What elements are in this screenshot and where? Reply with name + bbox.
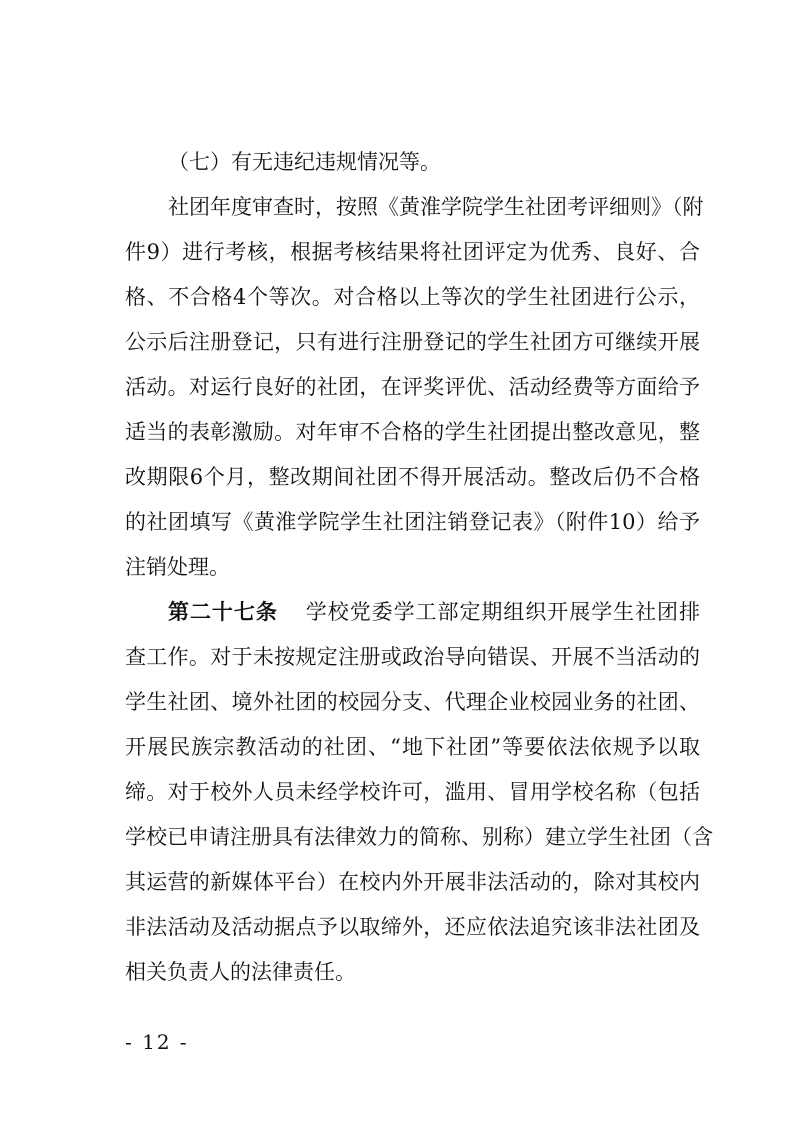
body-text bbox=[125, 140, 713, 995]
article-line: 非法活动及活动据点予以取缔外，还应依法追究该非法社团及 bbox=[125, 915, 700, 939]
article-first-line bbox=[125, 590, 700, 635]
paragraph-line: 注销处理。 bbox=[125, 555, 230, 579]
article-line: 缔。对于校外人员未经学校许可，滥用、冒用学校名称（包括 bbox=[125, 780, 700, 804]
paragraph-line: 活动。对运行良好的社团，在评奖评优、活动经费等方面给予 bbox=[125, 375, 700, 399]
paragraph-item-seven: （七）有无违纪违规情况等。 bbox=[168, 150, 441, 174]
article-text: 学校党委学工部定期组织开展学生社团排 bbox=[305, 600, 701, 624]
paragraph-line: 件9）进行考核，根据考核结果将社团评定为优秀、良好、合 bbox=[125, 240, 700, 264]
article-line: 查工作。对于未按规定注册或政治导向错误、开展不当活动的 bbox=[125, 645, 700, 669]
article-line: 学校已申请注册具有法律效力的简称、别称）建立学生社团（含 bbox=[125, 825, 713, 849]
paragraph-line: 社团年度审查时，按照《黄淮学院学生社团考评细则》（附 bbox=[168, 195, 704, 219]
article-line: 相关负责人的法律责任。 bbox=[125, 960, 356, 984]
paragraph-line: 格、不合格4个等次。对合格以上等次的学生社团进行公示， bbox=[125, 285, 700, 309]
article-line: 开展民族宗教活动的社团、“地下社团”等要依法依规予以取 bbox=[125, 735, 700, 759]
article-heading: 第二十七条 bbox=[168, 600, 278, 624]
paragraph-line: 改期限6个月，整改期间社团不得开展活动。整改后仍不合格 bbox=[125, 465, 700, 489]
article-line: 其运营的新媒体平台）在校内外开展非法活动的，除对其校内 bbox=[125, 870, 700, 894]
paragraph-line: 公示后注册登记，只有进行注册登记的学生社团方可继续开展 bbox=[125, 330, 700, 354]
page-number: - 12 - bbox=[125, 1030, 189, 1054]
paragraph-line: 的社团填写《黄淮学院学生社团注销登记表》（附件10）给予 bbox=[125, 510, 700, 534]
article-line: 学生社团、境外社团的校园分支、代理企业校园业务的社团、 bbox=[125, 690, 700, 714]
paragraph-line: 适当的表彰激励。对年审不合格的学生社团提出整改意见，整 bbox=[125, 420, 700, 444]
